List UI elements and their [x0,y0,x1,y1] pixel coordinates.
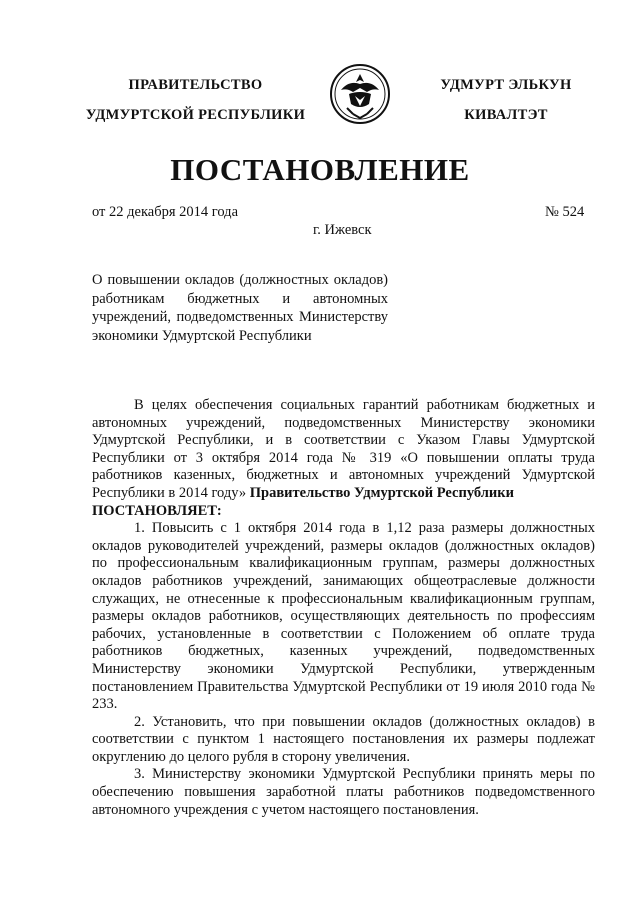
header-left-line1: ПРАВИТЕЛЬСТВО [128,77,263,93]
item-paragraph-2: 2. Установить, что при повышении окладов (должностных окладов) в соответствии с пунктом 1 настоящего постановления их размеры подлежат округлению до целого рубля в сторону увеличения. [92,713,595,765]
item-paragraph-3: 3. Министерству экономики Удмуртской Республики принять меры по обеспечению повышения заработной платы работников подведомственного автономного учреждения с учетом настоящего постановления. [92,766,595,818]
header-right-block [426,70,586,130]
document-title: ПОСТАНОВЛЕНИЕ [170,152,470,187]
preamble-paragraph [92,397,595,503]
resolves-heading: ПОСТАНОВЛЯЕТ: [92,502,222,519]
item-paragraph-1: 1. Повысить с 1 октября 2014 года в 1,12 раза размеры должностных окладов руководителей учреждений, размеры окладов (должностных окладов) по профессиональным квалификационным группам, размеры должностных окладов работников учреждений, занимающих общеотраслевые должности служащих, не отнесенные к профессиональным квалификационным группам, размеры окладов работников, осуществляющих деятельность по профессиям рабочих, установленные в соответствии с Положением об оплате труда работников бюджетных, казенных учреждений, подведомственных Министерству экономики Удмуртской Республики, утвержденным постановлением Правительства Удмуртской Республики от 19 июля 2010 года № 233. [92,520,595,713]
document-subject: О повышении окладов (должностных окладов) работникам бюджетных и автономных учреждений, подведомственных Министерству экономики Удмуртской Республики [92,272,388,344]
header-left-line2: УДМУРТСКОЙ РЕСПУБЛИКИ [85,107,306,123]
preamble-text: В целях обеспечения социальных гарантий работникам бюджетных и автономных учреждений, подведомственных Министерству экономики Удмуртской Республики, и в соответствии с Указом Главы Удмуртской Республики от 3 октября 2014 года № 319 «О повышении оплаты труда работников казенных, бюджетных и автономных учреждений Удмуртской Республики в 2014 году» [92,397,595,501]
header-right-line2: КИВАЛТЭТ [464,107,548,123]
document-date: от 22 декабря 2014 года [92,204,238,220]
coat-of-arms-emblem [329,60,391,128]
header-right-line1: УДМУРТ ЭЛЬКУН [440,77,572,93]
preamble-bold-text: Правительство Удмуртской Республики [249,484,514,501]
document-city: г. Ижевск [313,222,372,238]
document-body [92,397,595,819]
document-number: № 524 [545,204,585,220]
header-left-block [78,70,313,130]
